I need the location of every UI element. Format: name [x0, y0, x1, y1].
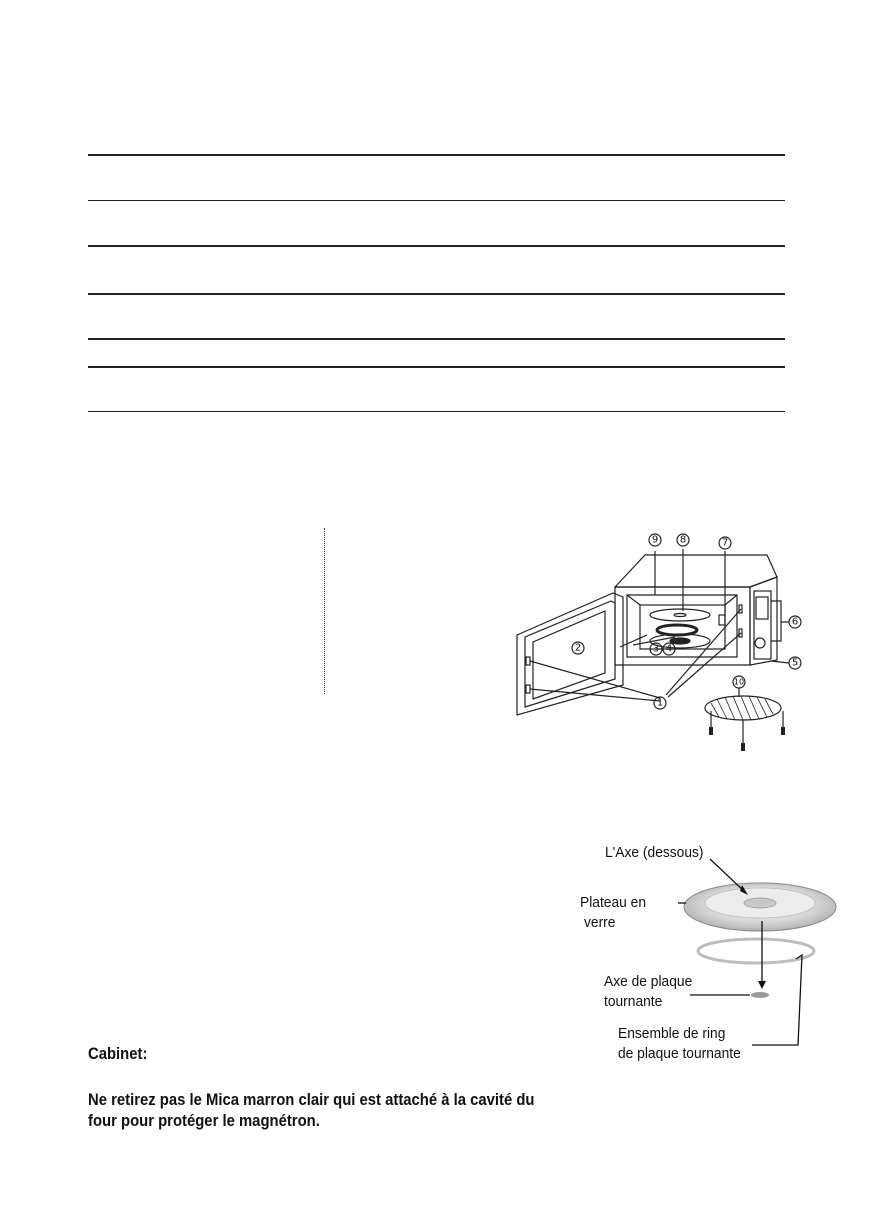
oven-top [615, 555, 777, 587]
dotted-divider [324, 528, 325, 694]
label-ensemble-line1: Ensemble de ring [618, 1025, 726, 1042]
door-latch-top [526, 657, 530, 665]
table-rule-1 [88, 154, 785, 156]
control-knob [755, 638, 765, 648]
table-rule-5 [88, 338, 785, 340]
table-rule-2 [88, 200, 785, 201]
callout-5 [789, 657, 801, 669]
callout-2 [572, 642, 584, 654]
control-display [756, 597, 768, 619]
plate-hub [744, 898, 776, 908]
label-axe-plaque-line1: Axe de plaque [604, 973, 693, 990]
label-axe-dessous: L'Axe (dessous) [605, 844, 704, 861]
callout-10 [733, 676, 745, 688]
table-rule-3 [88, 245, 785, 247]
svg-text:4: 4 [665, 643, 673, 655]
svg-text:3: 3 [652, 643, 660, 655]
turntable-coupler [751, 992, 769, 998]
cabinet-text: Ne retirez pas le Mica marron clair qui est attaché à la cavité du four pour protéger le magnétron. [88, 1091, 535, 1130]
label-ensemble-line2: de plaque tournante [618, 1045, 741, 1062]
oven-diagram [505, 525, 825, 760]
svg-text:1: 1 [656, 697, 664, 709]
callout-9 [649, 534, 661, 546]
cabinet-title: Cabinet: [88, 1045, 148, 1063]
svg-text:8: 8 [679, 534, 687, 546]
svg-text:10: 10 [733, 677, 745, 687]
label-plateau-line2: verre [584, 914, 616, 931]
callout-1 [654, 697, 666, 709]
svg-text:2: 2 [574, 642, 582, 654]
mica-cover [719, 615, 725, 625]
svg-text:6: 6 [791, 616, 799, 628]
callout-6 [789, 616, 801, 628]
svg-text:7: 7 [721, 537, 729, 549]
callout-7 [719, 537, 731, 549]
table-rule-6 [88, 366, 785, 368]
table-rule-7 [88, 411, 785, 412]
svg-text:5: 5 [791, 657, 799, 669]
turntable-ring [698, 939, 814, 963]
label-axe-plaque-line2: tournante [604, 993, 663, 1010]
door-latch-bottom [526, 685, 530, 693]
label-plateau-line1: Plateau en [580, 894, 646, 911]
table-rule-4 [88, 293, 785, 295]
callout-8 [677, 534, 689, 546]
plate-top [650, 609, 710, 621]
svg-text:9: 9 [651, 534, 659, 546]
